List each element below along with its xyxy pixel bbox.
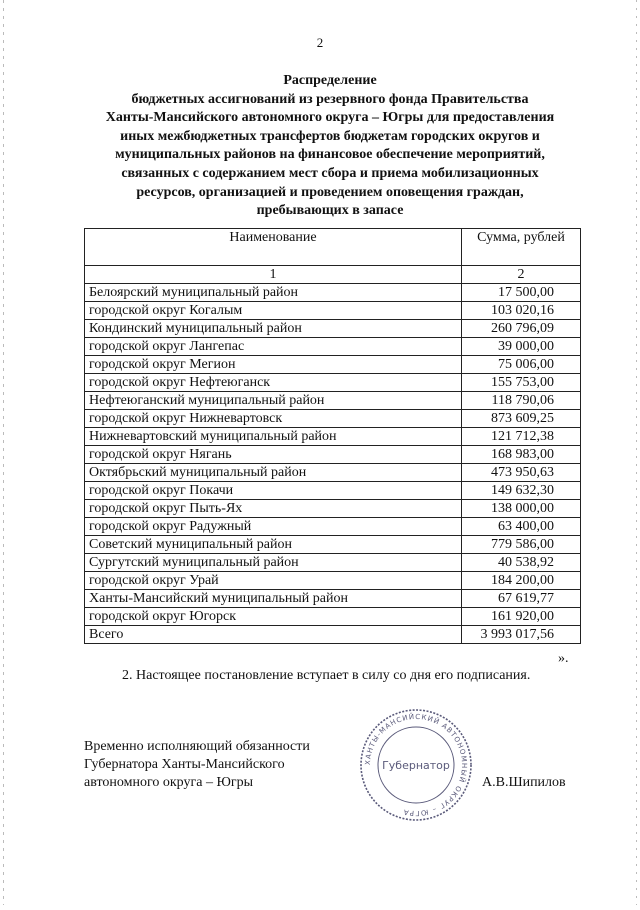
row-name: Всего <box>85 626 462 644</box>
signer-title-line: автономного округа – Югры <box>84 775 253 790</box>
row-sum: 184 200,00 <box>462 572 581 590</box>
heading-line: связанных с содержанием мест сбора и приема мобилизационных <box>121 165 539 181</box>
closing-quote: ». <box>558 651 569 666</box>
row-sum: 39 000,00 <box>462 338 581 356</box>
column-header-name: Наименование <box>85 229 462 266</box>
row-sum: 17 500,00 <box>462 284 581 302</box>
column-number-1: 1 <box>85 266 462 284</box>
table-row <box>85 356 581 374</box>
table-row <box>85 500 581 518</box>
table-row <box>85 554 581 572</box>
table-row <box>85 626 581 644</box>
row-name: Белоярский муниципальный район <box>85 284 462 302</box>
table-row <box>85 338 581 356</box>
row-name: городской округ Югорск <box>85 608 462 626</box>
signer-title <box>84 738 310 792</box>
allocation-table <box>84 228 581 644</box>
row-name: городской округ Мегион <box>85 356 462 374</box>
row-name: городской округ Нижневартовск <box>85 410 462 428</box>
table-row <box>85 302 581 320</box>
row-sum: 149 632,30 <box>462 482 581 500</box>
row-sum: 260 796,09 <box>462 320 581 338</box>
row-name: Сургутский муниципальный район <box>85 554 462 572</box>
row-name: Нижневартовский муниципальный район <box>85 428 462 446</box>
row-name: Кондинский муниципальный район <box>85 320 462 338</box>
signer-title-line: Губернатора Ханты-Мансийского <box>84 757 285 772</box>
page-number: 2 <box>316 35 324 50</box>
row-sum: 161 920,00 <box>462 608 581 626</box>
row-sum: 67 619,77 <box>462 590 581 608</box>
heading-line: бюджетных ассигнований из резервного фонда Правительства <box>131 91 529 107</box>
heading-line: пребывающих в запасе <box>256 203 404 219</box>
table-row <box>85 482 581 500</box>
row-name: городской округ Лангепас <box>85 338 462 356</box>
signer-title-line: Временно исполняющий обязанности <box>84 739 310 754</box>
row-sum: 121 712,38 <box>462 428 581 446</box>
row-sum: 155 753,00 <box>462 374 581 392</box>
heading-line: Ханты-Мансийского автономного округа – Югры для предоставления <box>105 110 555 126</box>
scan-edge-left <box>2 0 5 905</box>
row-name: городской округ Нефтеюганск <box>85 374 462 392</box>
official-stamp <box>357 706 475 824</box>
signer-name: А.В.Шипилов <box>482 775 566 790</box>
row-sum: 873 609,25 <box>462 410 581 428</box>
row-name: Октябрьский муниципальный район <box>85 464 462 482</box>
table-row <box>85 392 581 410</box>
table-row <box>85 464 581 482</box>
document-heading <box>80 72 580 221</box>
table-row <box>85 284 581 302</box>
row-name: городской округ Радужный <box>85 518 462 536</box>
row-sum: 40 538,92 <box>462 554 581 572</box>
stamp-center-text: Губернатор <box>382 759 450 772</box>
table-row <box>85 608 581 626</box>
table-row <box>85 536 581 554</box>
table-row <box>85 320 581 338</box>
heading-line: Распределение <box>283 73 377 88</box>
row-name: Ханты-Мансийский муниципальный район <box>85 590 462 608</box>
row-sum: 103 020,16 <box>462 302 581 320</box>
table-header-row <box>85 229 581 266</box>
table-row <box>85 446 581 464</box>
row-sum: 63 400,00 <box>462 518 581 536</box>
table-row <box>85 572 581 590</box>
row-name: городской округ Когалым <box>85 302 462 320</box>
table-row <box>85 518 581 536</box>
row-sum: 138 000,00 <box>462 500 581 518</box>
column-number-2: 2 <box>462 266 581 284</box>
table-row <box>85 590 581 608</box>
heading-line: муниципальных районов на финансовое обеспечение мероприятий, <box>115 147 545 163</box>
row-name: Советский муниципальный район <box>85 536 462 554</box>
table-row <box>85 374 581 392</box>
row-sum: 3 993 017,56 <box>462 626 581 644</box>
row-name: городской округ Покачи <box>85 482 462 500</box>
heading-line: иных межбюджетных трансфертов бюджетам городских округов и <box>120 128 540 144</box>
row-sum: 118 790,06 <box>462 392 581 410</box>
stamp-ring-text: ХАНТЫ-МАНСИЙСКИЙ АВТОНОМНЫЙ ОКРУГ – ЮГРА <box>363 712 469 818</box>
final-provision: 2. Настоящее постановление вступает в силу со дня его подписания. <box>122 668 531 683</box>
row-name: городской округ Нягань <box>85 446 462 464</box>
column-header-sum: Сумма, рублей <box>462 229 581 266</box>
row-name: Нефтеюганский муниципальный район <box>85 392 462 410</box>
row-name: городской округ Урай <box>85 572 462 590</box>
row-sum: 75 006,00 <box>462 356 581 374</box>
row-sum: 779 586,00 <box>462 536 581 554</box>
table-column-numbers-row <box>85 266 581 284</box>
row-sum: 168 983,00 <box>462 446 581 464</box>
table-row <box>85 410 581 428</box>
row-sum: 473 950,63 <box>462 464 581 482</box>
scan-edge-right <box>635 0 638 905</box>
row-name: городской округ Пыть-Ях <box>85 500 462 518</box>
table-row <box>85 428 581 446</box>
table-body <box>85 284 581 644</box>
heading-line: ресурсов, организацией и проведением оповещения граждан, <box>136 184 524 200</box>
